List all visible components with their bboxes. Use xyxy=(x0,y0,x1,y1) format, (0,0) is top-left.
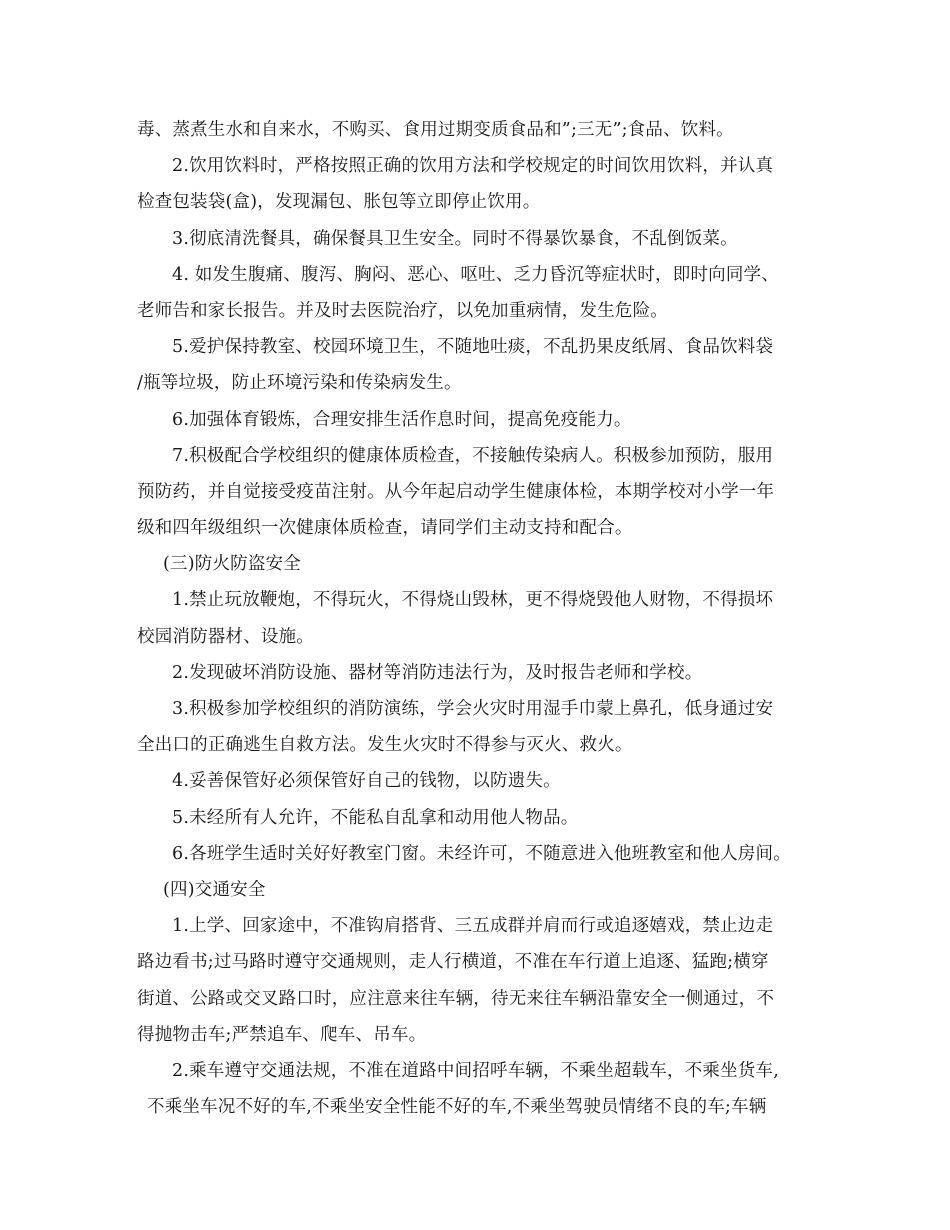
text-line: 得抛物击车;严禁追车、爬车、吊车。 xyxy=(137,1024,427,1045)
text-line: 街道、公路或交叉路口时，应注意来往车辆，待无来往车辆沿靠安全一侧通过，不 xyxy=(137,988,775,1009)
text-line: 全出口的正确逃生自救方法。发生火灾时不得参与灭火、救火。 xyxy=(137,735,633,756)
text-line: 5.爱护保持教室、校园环境卫生，不随地吐痰，不乱扔果皮纸屑、食品饮料袋 xyxy=(172,337,774,358)
text-line: 3.积极参加学校组织的消防演练，学会火灾时用湿手巾蒙上鼻孔，低身通过安 xyxy=(172,699,774,719)
text-line: 检查包装袋(盒)，发现漏包、胀包等立即停止饮用。 xyxy=(137,192,541,213)
text-line: 老师告和家长报告。并及时去医院治疗，以免加重病情，发生危险。 xyxy=(137,300,668,321)
text-line: 6.加强体育锻炼，合理安排生活作息时间，提高免疫能力。 xyxy=(172,409,632,430)
text-line: 级和四年级组织一次健康体质检查，请同学们主动支持和配合。 xyxy=(137,518,633,539)
section-heading: (三)防火防盗安全 xyxy=(163,554,301,575)
document-body xyxy=(137,112,817,1125)
text-line: 4. 如发生腹痛、腹泻、胸闷、恶心、呕吐、乏力昏沉等症状时，即时向同学、 xyxy=(172,264,779,285)
text-line: 1.禁止玩放鞭炮，不得玩火，不得烧山毁林，更不得烧毁他人财物，不得损坏 xyxy=(172,590,774,611)
text-line: 1.上学、回家途中，不准钩肩搭背、三五成群并肩而行或追逐嬉戏，禁止边走 xyxy=(172,916,774,937)
text-line: 校园消防器材、设施。 xyxy=(137,626,314,647)
text-line: 4.妥善保管好必须保管好自己的钱物，以防遗失。 xyxy=(172,771,561,792)
text-line: 3.彻底清洗餐具，确保餐具卫生安全。同时不得暴饮暴食，不乱倒饭菜。 xyxy=(172,228,738,249)
text-line: 2.饮用饮料时，严格按照正确的饮用方法和学校规定的时间饮用饮料，并认真 xyxy=(172,156,774,177)
text-line: /瓶等垃圾，防止环境污染和传染病发生。 xyxy=(137,373,462,394)
text-line: 路边看书;过马路时遵守交通规则，走人行横道，不准在车行道上追逐、猛跑;横穿 xyxy=(137,952,769,973)
section-heading: (四)交通安全 xyxy=(163,879,266,900)
text-line: 不乘坐车况不好的车,不乘坐安全性能不好的车,不乘坐驾驶员情绪不良的车;车辆 xyxy=(147,1097,767,1118)
text-line: 6.各班学生适时关好好教室门窗。未经许可，不随意进入他班教室和他人房间。 xyxy=(172,843,791,864)
text-line: 7.积极配合学校组织的健康体质检查，不接触传染病人。积极参加预防，服用 xyxy=(172,445,774,466)
text-line: 毒、蒸煮生水和自来水，不购买、食用过期变质食品和”;三无”;食品、饮料。 xyxy=(137,120,734,140)
text-line: 2.乘车遵守交通法规，不准在道路中间招呼车辆，不乘坐超载车，不乘坐货车, xyxy=(172,1060,779,1081)
text-line: 5.未经所有人允许，不能私自乱拿和动用他人物品。 xyxy=(172,807,579,828)
text-line: 预防药，并自觉接受疫苗注射。从今年起启动学生健康体检，本期学校对小学一年 xyxy=(137,481,775,502)
text-line: 2.发现破坏消防设施、器材等消防违法行为，及时报告老师和学校。 xyxy=(172,662,703,683)
